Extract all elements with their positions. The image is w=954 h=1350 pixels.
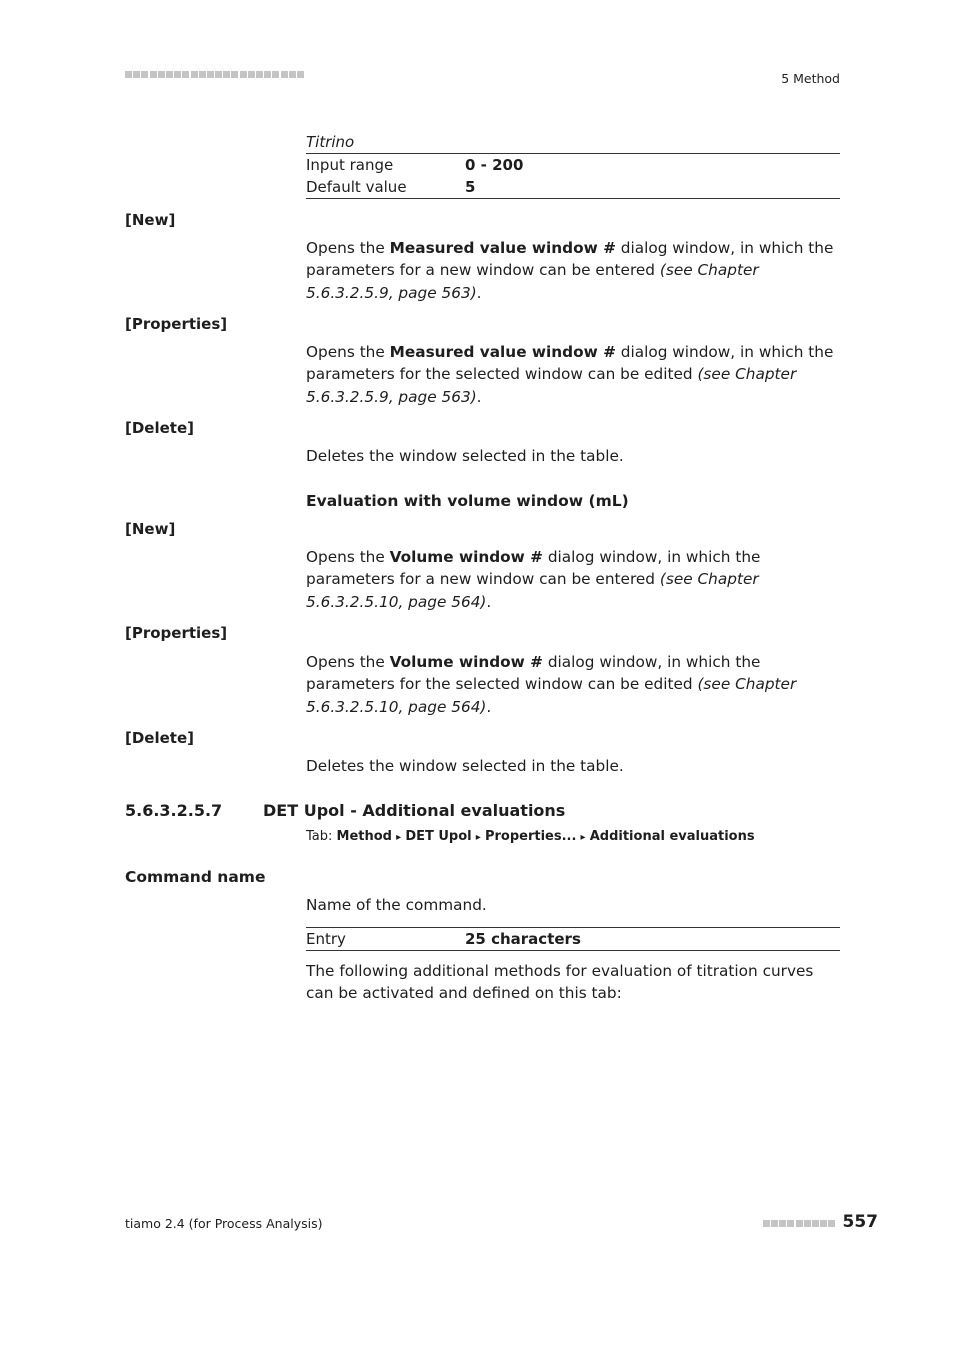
footer-product: tiamo 2.4 (for Process Analysis) xyxy=(125,1216,323,1231)
table-row: Entry 25 characters xyxy=(306,930,581,948)
arrow-right-icon: ▸ xyxy=(396,832,402,843)
vw-new-desc: Opens the Volume window # dialog window, in which the parameters for a new window can be entered (see Chapter 5.6.3.2.5.10, page 564). xyxy=(306,548,761,611)
vw-properties-label: [Properties] xyxy=(125,624,228,642)
mv-delete-desc: Deletes the window selected in the table. xyxy=(306,447,624,465)
vw-properties-desc: Opens the Volume window # dialog window, in which the parameters for the selected window can be edited (see Chapter 5.6.3.2.5.10, page 564). xyxy=(306,653,797,716)
tab-path: Tab: Method ▸ DET Upol ▸ Properties... ▸ Additional evaluations xyxy=(306,829,755,844)
header-section: 5 Method xyxy=(781,71,840,86)
vw-delete-label: [Delete] xyxy=(125,729,194,747)
arrow-right-icon: ▸ xyxy=(475,832,481,843)
header-decoration xyxy=(125,71,305,81)
mv-properties-desc: Opens the Measured value window # dialog window, in which the parameters for the selected window can be edited (see Chapter 5.6.3.2.5.9, page 563). xyxy=(306,343,834,406)
footer-decoration xyxy=(763,1212,837,1232)
mv-new-label: [New] xyxy=(125,211,176,229)
titrino-table xyxy=(306,131,840,199)
vw-new-label: [New] xyxy=(125,520,176,538)
entry-table xyxy=(306,927,840,951)
command-name-desc: Name of the command. xyxy=(306,896,487,914)
table-row: Default value 5 xyxy=(306,178,476,196)
volume-window-heading: Evaluation with volume window (mL) xyxy=(306,492,629,510)
section-title: DET Upol - Additional evaluations xyxy=(263,801,566,820)
page-number: 557 xyxy=(842,1212,878,1232)
table-row: Input range 0 - 200 xyxy=(306,156,524,174)
closing-text: The following additional methods for evaluation of titration curves can be activated and defined on this tab: xyxy=(306,962,814,1003)
mv-new-desc: Opens the Measured value window # dialog window, in which the parameters for a new window can be entered (see Chapter 5.6.3.2.5.9, page 563). xyxy=(306,239,834,302)
mv-properties-label: [Properties] xyxy=(125,315,228,333)
mv-delete-label: [Delete] xyxy=(125,419,194,437)
footer-page xyxy=(763,1212,878,1232)
command-name-label: Command name xyxy=(125,868,266,886)
vw-delete-desc: Deletes the window selected in the table. xyxy=(306,757,624,775)
arrow-right-icon: ▸ xyxy=(580,832,586,843)
section-number: 5.6.3.2.5.7 xyxy=(125,801,223,820)
table-caption: Titrino xyxy=(306,133,355,151)
